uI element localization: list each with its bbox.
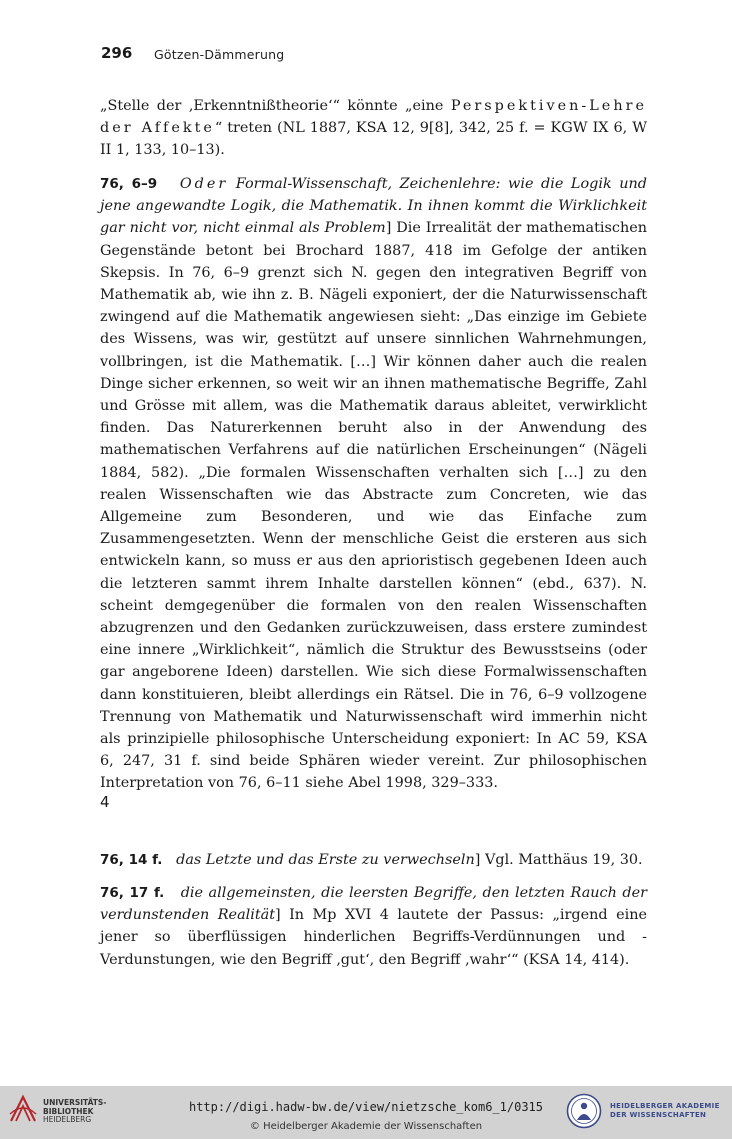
entry-reference: 76, 6–9 [100,176,158,192]
academy-name: HEIDELBERGER AKADEMIE DER WISSENSCHAFTEN [610,1102,720,1119]
commentary-entry-76-14 [100,849,647,871]
section-number: 4 [100,793,110,811]
entry-lemma: die allgemeinsten, die leersten Begriffe, den letzten Rauch der verdunstenden Realität [100,885,647,924]
commentary-entry-76-6-9 [100,173,647,795]
entry-text: ] Vgl. Matthäus 19, 30. [474,852,643,868]
source-url[interactable]: http://digi.hadw-bw.de/view/nietzsche_kom6_1/0315 [188,1100,543,1114]
entry-reference: 76, 17 f. [100,885,165,901]
spaced-emphasis: Perspektiven-Lehre der Affekte [100,98,647,137]
entry-reference: 76, 14 f. [100,852,163,868]
paragraph-continuation: „Stelle der ‚Erkenntnißtheorie‘“ könnte „eine Perspektiven-Lehre der Affekte“ treten (NL 1887, KSA 12, 9[8], 342, 25 f. = KGW IX 6, W II 1, 133, 10–13). [100,98,647,159]
page-header [101,40,672,68]
entry-text: ] Die Irrealität der mathematischen Gegenstände betont bei Brochard 1887, 418 im Gefolge der antiken Skepsis. In 76, 6–9 grenzt sich N. gegen den integrativen Begriff von Mathematik ab, wie ihn z. B. Nägeli exponiert, der die Naturwissenschaft zwingend auf die Mathematik angewiesen sieht: „Das einzige im Gebiete des Wissens, was wir, gestützt auf unsere sinnlichen Wahrnehmungen, vollbringen, ist die Mathematik. […] Wir können daher auch die realen Dinge sicher erkennen, so weit wir an ihnen mathematische Begriffe, Zahl und Grösse mit allem, was die Mathematik daraus ableitet, verwirklicht finden. Das Naturerkennen beruht also in der Anwendung des mathematischen Verfahrens auf die natürlichen Erscheinungen“ (Nägeli 1884, 582). „Die formalen Wissenschaften verhalten sich […] zu den realen Wissenschaften wie das Abstracte zum Concreten, wie das Allgemeine zum Besonderen, und wie das Einfache zum Zusammengesetzten. Wenn der menschliche Geist die ersteren aus sich entwickeln kann, so muss er aus den aprioristisch gegebenen Ideen auch die letzteren sammt ihrem Inhalte darstellen können“ (ebd., 637). N. scheint demgegenüber die formalen von den realen Wissenschaften abzugrenzen und den Gedanken zurückzuweisen, dass erstere zumindest eine innere „Wirklichkeit“, nämlich die Struktur des Bewusstseins (oder gar angeborene Ideen) darstellen. Wie sich diese Formalwissenschaften dann konstituieren, bleibt allerdings ein Rätsel. Die in 76, 6–9 vollzogene Trennung von Mathematik und Naturwissenschaft wird immerhin nicht als prinzipielle philosophische Unterscheidung exponiert: In AC 59, KSA 6, 247, 31 f. sind beide Sphären wieder vereint. Zur philosophischen Interpretation von 76, 6–11 siehe Abel 1998, 329–333. [100,220,648,792]
copyright-notice: © Heidelberger Akademie der Wissenschaften [249,1121,483,1132]
university-library-name: UNIVERSITÄTS- BIBLIOTHEK HEIDELBERG [43,1098,107,1124]
entry-lemma: Oder Formal-Wissenschaft, Zeichenlehre: wie die Logik und jene angewandte Logik, die Mathematik. In ihnen kommt die Wirklichkeit gar nicht vor, nicht einmal als Problem [100,176,647,237]
commentary-entry-76-17 [100,882,647,971]
footer-bar [0,1086,732,1139]
running-title: Götzen-Dämmerung [154,47,285,62]
academy-seal-icon [566,1093,602,1129]
entry-text: ] In Mp XVI 4 lautete der Passus: „irgend eine jener so überflüssigen hinderlichen Begriffs-Verdünnungen und -Verdunstungen, wie den Begriff ‚gut‘, den Begriff ‚wahr‘“ (KSA 14, 414). [100,907,647,968]
page-number: 296 [101,44,133,62]
entry-lemma: das Letzte und das Erste zu verwechseln [176,852,475,868]
